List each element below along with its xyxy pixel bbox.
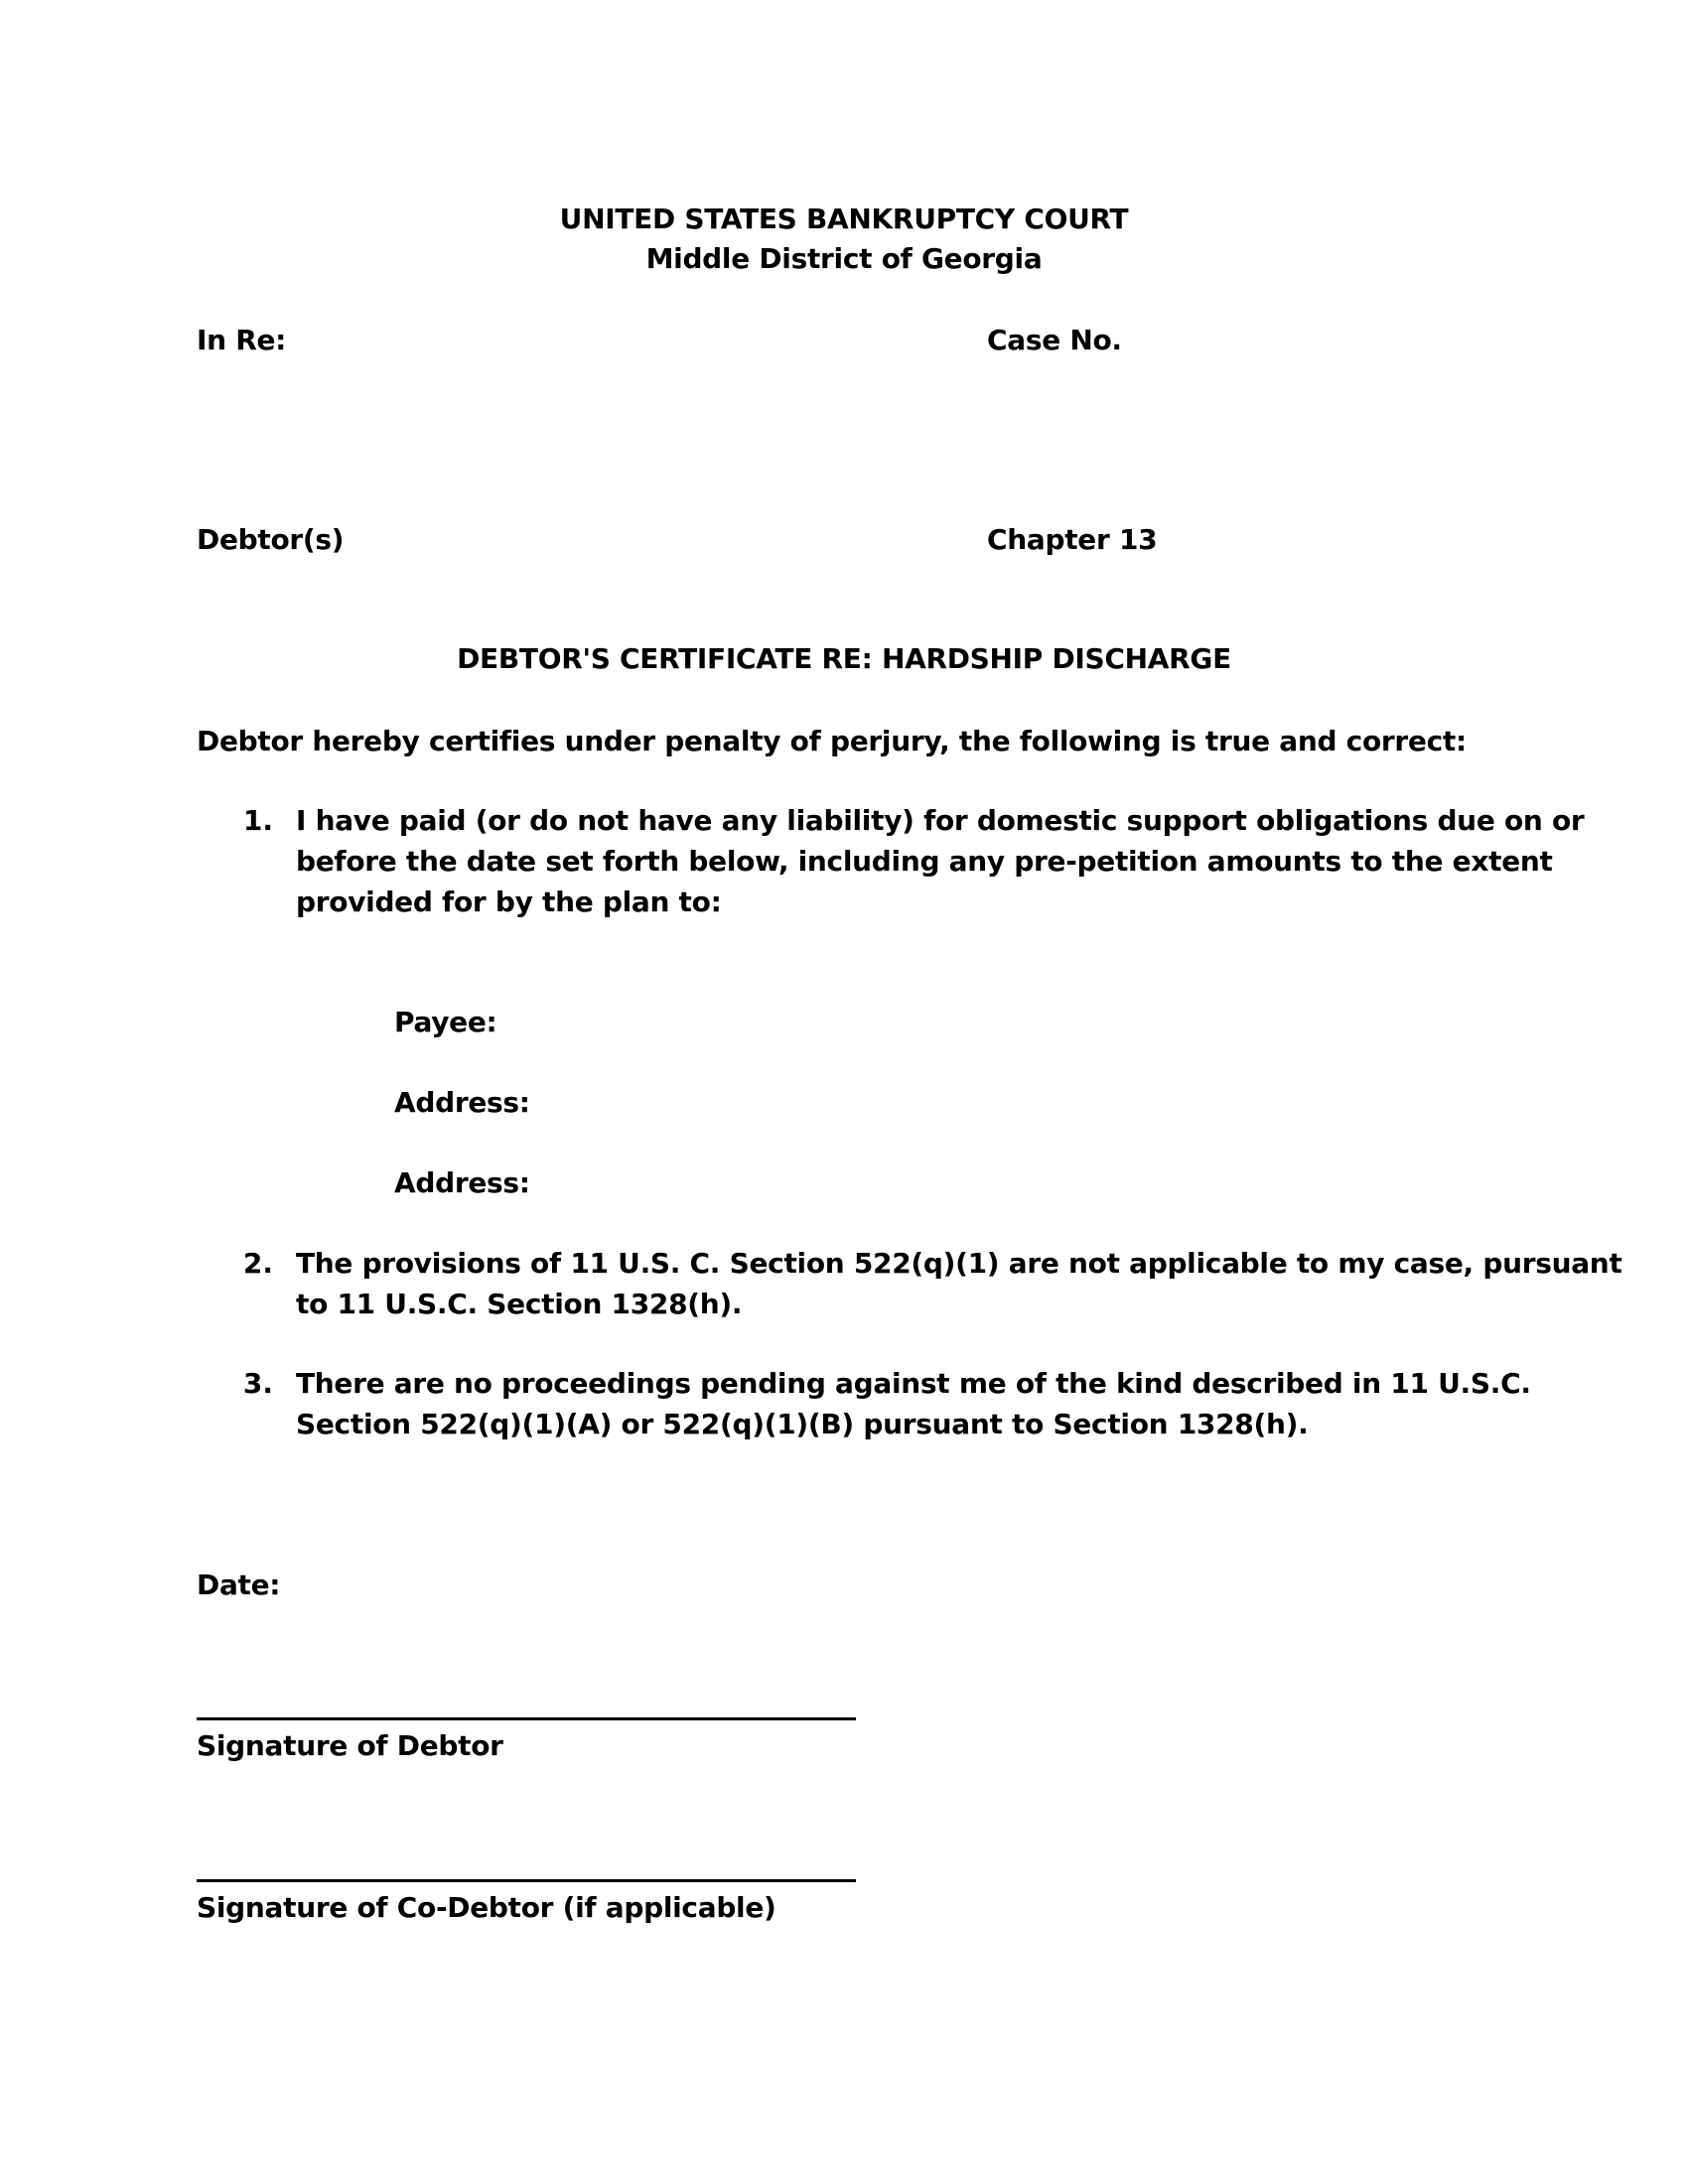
item-number-3: 3. <box>242 1367 273 1400</box>
item-2-line: The provisions of 11 U.S. C. Section 522(q)(1) are not applicable to my case, pursuant <box>296 1247 1622 1280</box>
case-no-label: Case No. <box>987 324 1122 356</box>
item-number-2: 2. <box>242 1247 273 1280</box>
co-debtor-signature-label: Signature of Co-Debtor (if applicable) <box>197 1891 776 1924</box>
co-debtor-signature-line[interactable] <box>197 1879 856 1882</box>
debtor-label: Debtor(s) <box>197 523 345 556</box>
date-label: Date: <box>197 1569 281 1601</box>
chapter-label: Chapter 13 <box>987 523 1158 556</box>
court-name: UNITED STATES BANKRUPTCY COURT <box>559 203 1129 235</box>
item-2-line: to 11 U.S.C. Section 1328(h). <box>296 1288 743 1320</box>
debtor-signature-line[interactable] <box>197 1717 856 1720</box>
item-text-2 <box>296 1243 1622 1324</box>
item-text-1 <box>296 800 1584 922</box>
certification-intro: Debtor hereby certifies under penalty of perjury, the following is true and correct: <box>197 725 1467 757</box>
item-1-line: provided for by the plan to: <box>296 886 722 918</box>
item-3-line: There are no proceedings pending against me of the kind described in 11 U.S.C. <box>296 1367 1531 1400</box>
item-1-line: before the date set forth below, including any pre-petition amounts to the extent <box>296 845 1553 878</box>
item-text-3 <box>296 1363 1531 1444</box>
item-3-line: Section 522(q)(1)(A) or 522(q)(1)(B) pursuant to Section 1328(h). <box>296 1408 1309 1440</box>
item-1-line: I have paid (or do not have any liability) for domestic support obligations due on or <box>296 804 1585 837</box>
address-label-2: Address: <box>394 1166 530 1199</box>
debtor-signature-label: Signature of Debtor <box>197 1729 503 1762</box>
district-name: Middle District of Georgia <box>645 242 1043 275</box>
in-re-label: In Re: <box>197 324 287 356</box>
item-number-1: 1. <box>242 804 273 837</box>
address-label-1: Address: <box>394 1086 530 1119</box>
payee-label: Payee: <box>394 1006 497 1038</box>
document-title: DEBTOR'S CERTIFICATE RE: HARDSHIP DISCHARGE <box>457 642 1231 675</box>
